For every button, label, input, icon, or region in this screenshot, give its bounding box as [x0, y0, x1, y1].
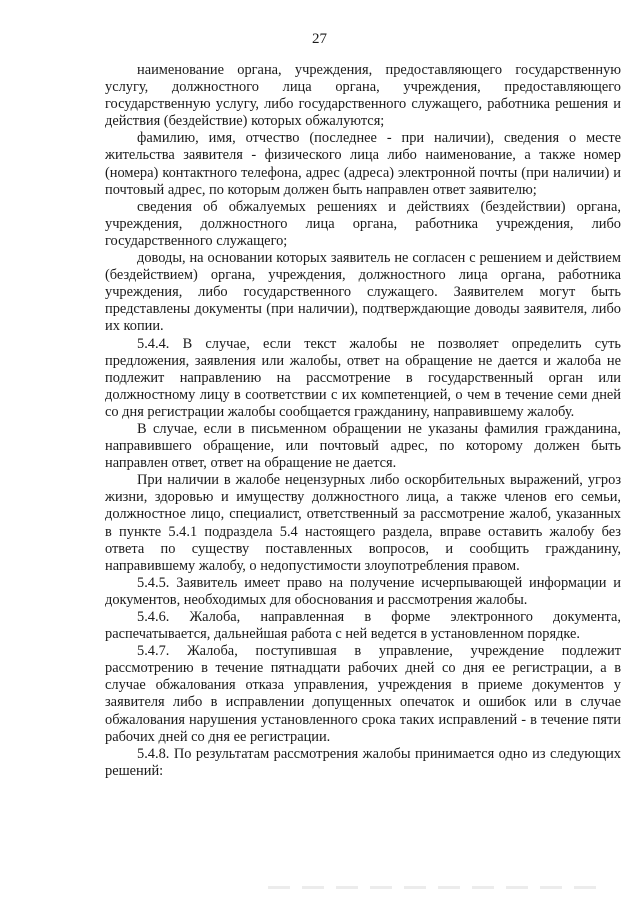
paragraph-appealed-decisions: сведения об обжалуемых решениях и действиях (бездействии) органа, учреждения, должностного лица органа, работника учреждения, либо государственного служащего;: [105, 198, 621, 249]
page-number: 27: [312, 31, 327, 47]
paragraph-5-4-5: 5.4.5. Заявитель имеет право на получение исчерпывающей информации и документов, необходимых для обоснования и рассмотрения жалобы.: [105, 574, 621, 608]
document-body: [105, 62, 621, 780]
paragraph-missing-name-address: В случае, если в письменном обращении не указаны фамилия гражданина, направившего обращение, или почтовый адрес, по которому должен быть направлен ответ, ответ на обращение не дается.: [105, 420, 621, 472]
paragraph-5-4-7: 5.4.7. Жалоба, поступившая в управление, учреждение подлежит рассмотрению в течение пятнадцати рабочих дней со дня ее регистрации, а в случае обжалования отказа управления, учреждения в приеме документов у заявителя либо в исправлении допущенных опечаток и ошибок или в случае обжалования нарушения установленного срока таких исправлений - в течение пяти рабочих дней со дня ее регистрации.: [105, 643, 621, 745]
paragraph-authority-name: наименование органа, учреждения, предоставляющего государственную услугу, должностного лица органа, учреждения, предоставляющего государственную услугу, либо государственного служащего, работника решения и действия (бездействие) которых обжалуются;: [105, 62, 621, 130]
paragraph-obscene-language: При наличии в жалобе нецензурных либо оскорбительных выражений, угроз жизни, здоровью и имуществу должностного лица, а также членов его семьи, должностное лицо, специалист, ответственный за рассмотрение жалоб, указанных в пункте 5.4.1 подраздела 5.4 настоящего раздела, вправе оставить жалобу без ответа по существу поставленных вопросов, и сообщить гражданину, направившему жалобу, о недопустимости злоупотребления правом.: [105, 472, 621, 574]
paragraph-5-4-4: 5.4.4. В случае, если текст жалобы не позволяет определить суть предложения, заявления или жалобы, ответ на обращение не дается и жалоба не подлежит направлению на рассмотрение в государственный орган или должностному лицу в соответствии с их компетенцией, о чем в течение семи дней со дня регистрации жалобы сообщается гражданину, направившему жалобу.: [105, 335, 621, 420]
paragraph-applicant-details: фамилию, имя, отчество (последнее - при наличии), сведения о месте жительства заявителя - физического лица либо наименование, а также номер (номера) контактного телефона, адрес (адреса) электронной почты (при наличии) и почтовый адрес, по которым должен быть направлен ответ заявителю;: [105, 130, 621, 198]
paragraph-5-4-6: 5.4.6. Жалоба, направленная в форме электронного документа, распечатывается, дальнейшая работа с ней ведется в установленном порядке.: [105, 609, 621, 643]
paragraph-5-4-8: 5.4.8. По результатам рассмотрения жалобы принимается одно из следующих решений:: [105, 745, 621, 779]
scan-artifact: [268, 886, 608, 889]
paragraph-arguments: доводы, на основании которых заявитель не согласен с решением и действием (бездействием) органа, учреждения, должностного лица органа, работника учреждения, либо государственного служащего. Заявителем могут быть представлены документы (при наличии), подтверждающие доводы заявителя, либо их копии.: [105, 250, 621, 335]
